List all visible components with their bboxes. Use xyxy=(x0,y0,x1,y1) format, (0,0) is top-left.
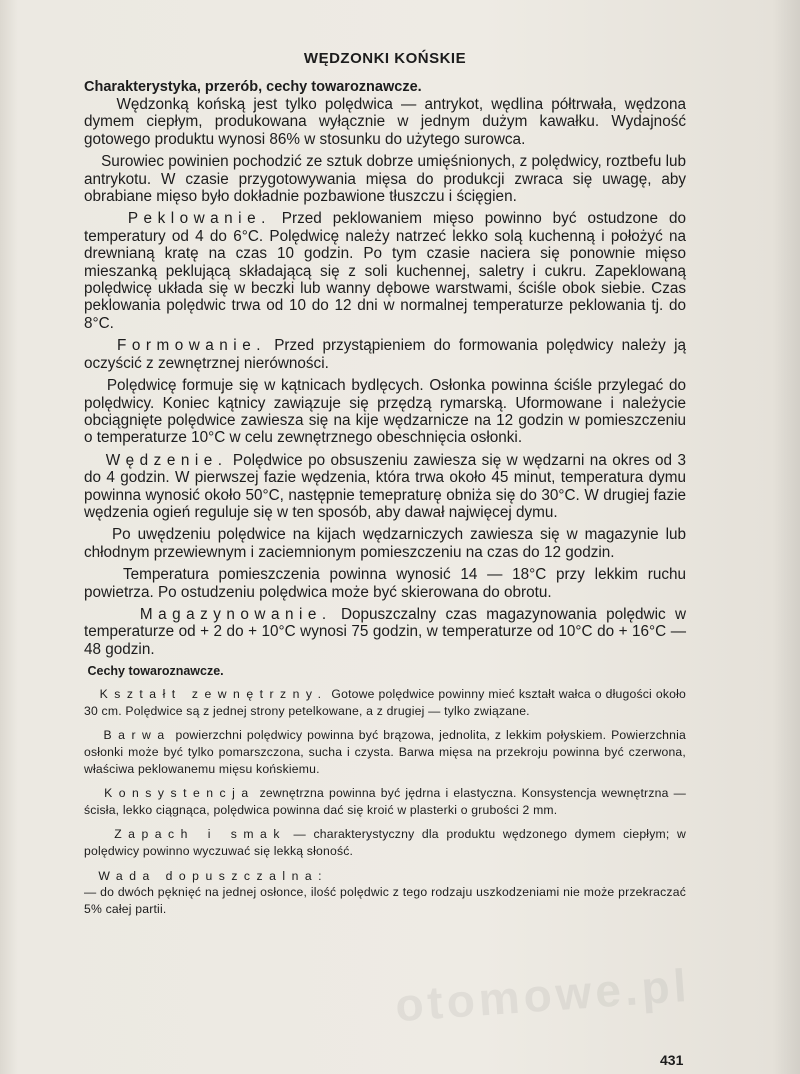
barwa-lead: Barwa xyxy=(103,728,171,743)
paragraph-oslonka xyxy=(84,377,686,447)
page-title: WĘDZONKI KOŃSKIE xyxy=(303,50,467,67)
paragraph-magazynowanie xyxy=(84,606,686,658)
zapach-lead: Zapach i smak xyxy=(114,827,286,842)
item-ksztalt xyxy=(84,686,686,719)
item-konsystencja xyxy=(84,785,686,818)
magazynowanie-lead: Magazynowanie. xyxy=(139,605,332,623)
zapach-text: — charakterystyczny dla produktu wędzonego dymem ciepłym; w polędwicy powinno wyczuwać się lekką słoność. xyxy=(84,827,686,858)
paragraph-po-uwedzeniu xyxy=(84,526,686,561)
cechy-heading xyxy=(84,664,686,678)
paragraph-surowiec-text: Surowiec powinien pochodzić ze sztuk dobrze umięśnionych, z polędwicy, roztbefu lub antrykotu. W czasie przygotowywania mięsa do produkcji zwraca się uwagę, aby obrabiane mięso było dokładnie pozbawione tłuszczu i ścięgien. xyxy=(84,153,687,206)
item-zapach xyxy=(84,826,686,859)
paragraph-po-uwedzeniu-text: Po uwędzeniu polędwice na kijach wędzarniczych zawiesza się w magazynie lub chłodnym przewiewnym i zaciemnionym pomieszczeniu na czas do 12 godzin. xyxy=(84,526,686,561)
wedzenie-lead: Wędzenie. xyxy=(105,451,228,469)
konsystencja-lead: Konsystencja xyxy=(104,786,255,801)
wada-text: — do dwóch pęknięć na jednej osłonce, ilość polędwic z tego rodzaju uszkodzeniami nie może przekraczać 5% całej partii. xyxy=(84,885,686,916)
formowanie-text: Przed przystąpieniem do formowania polędwicy należy ją oczyścić z zewnętrznej nierówności. xyxy=(84,337,686,372)
magazynowanie-text: Dopuszczalny czas magazynowania polędwic w temperaturze od + 2 do + 10°C wynosi 75 godzin, w temperaturze od 10°C do + 16°C — 48 godzin. xyxy=(84,605,686,658)
page-number: 431 xyxy=(660,1052,684,1068)
cechy-heading-text: Cechy towaroznawcze. xyxy=(87,664,224,679)
paragraph-wedzenie xyxy=(84,452,686,522)
item-barwa xyxy=(84,727,686,777)
paragraph-temperatura xyxy=(84,566,686,601)
formowanie-lead: Formowanie. xyxy=(117,337,266,355)
paragraph-temperatura-text: Temperatura pomieszczenia powinna wynosić 14 — 18°C przy lekkim ruchu powietrza. Po ostudzeniu polędwica może być skierowana do obrotu. xyxy=(84,566,687,601)
ksztalt-text: Gotowe polędwice powinny mieć kształt wałca o długości około 30 cm. Polędwice są z jednej strony petelkowane, a z drugiej — tylko związane. xyxy=(84,687,686,718)
paragraph-intro xyxy=(84,96,686,148)
paragraph-surowiec xyxy=(84,153,686,205)
text-block xyxy=(84,50,686,917)
paragraph-formowanie xyxy=(84,337,686,372)
paragraph-intro-text: Wędzonką końską jest tylko polędwica — antrykot, wędlina półtrwała, wędzona dymem ciepłym, produkowana wyłącznie w jednym dużym kawałku. Wydajność gotowego produktu wynosi 86% w stosunku do użytego surowca. xyxy=(84,96,687,148)
peklowanie-lead: Peklowanie. xyxy=(127,210,271,228)
barwa-text: powierzchni polędwicy powinna być brązowa, jednolita, z lekkim połyskiem. Powierzchnia osłonki może być tylko pomarszczona, sucha i czysta. Barwa mięsa na przekroju powinna być czerwona, właściwa peklowanemu mięsu końskiemu. xyxy=(84,728,686,776)
ksztalt-lead: Kształt zewnętrzny. xyxy=(99,687,328,702)
paragraph-oslonka-text: Polędwicę formuje się w kątnicach bydlęcych. Osłonka powinna ściśle przylegać do polędwicy. Koniec kątnicy zawiązuje się przędzą rymarską. Uformowane i należycie obciągnięte polędwice zawiesza się na kije wędzarnicze na 12 godzin w pomieszczeniu o temperaturze 10°C w celu zewnętrznego obeschnięcia osłonki. xyxy=(84,377,687,447)
item-wada xyxy=(84,868,686,918)
watermark: otomowe.pl xyxy=(393,958,693,1032)
konsystencja-text: zewnętrzna powinna być jędrna i elastyczna. Konsystencja wewnętrzna — ścisła, lekko ciągnąca, polędwica powinna dać się kroić w plasterki o grubości 2 mm. xyxy=(84,786,686,817)
wada-lead: Wada dopuszczalna: xyxy=(98,868,329,883)
subheading: Charakterystyka, przerób, cechy towaroznawcze. xyxy=(84,79,422,95)
page-gutter-shadow xyxy=(772,0,800,1074)
paragraph-peklowanie xyxy=(84,210,686,332)
wedzenie-text: Polędwice po obsuszeniu zawiesza się w wędzarni na okres od 3 do 4 godzin. W pierwszej fazie wędzenia, która trwa około 45 minut, temperatura dymu powinna wynosić około 50°C, następnie temepraturę obniża się do 30°C. W drugiej fazie wędzenia ogień reguluje się w ten sposób, aby dawał najwięcej dymu. xyxy=(84,451,686,521)
peklowanie-text: Przed peklowaniem mięso powinno być ostudzone do temperatury od 4 do 6°C. Polędwicę należy natrzeć lekko solą kuchenną i położyć na drewnianą kratę na czas 10 godzin. Po tym czasie naciera się ponownie mięso mieszanką peklującą składającą się z soli kuchennej, saletry i cukru. Zapeklowaną polędwicę układa się w beczki lub wanny dębowe warstwami, ściśle obok siebie. Czas peklowania polędwic trwa od 10 do 12 dni w normalnej temperaturze peklowania tj. do 8°C. xyxy=(84,210,687,332)
